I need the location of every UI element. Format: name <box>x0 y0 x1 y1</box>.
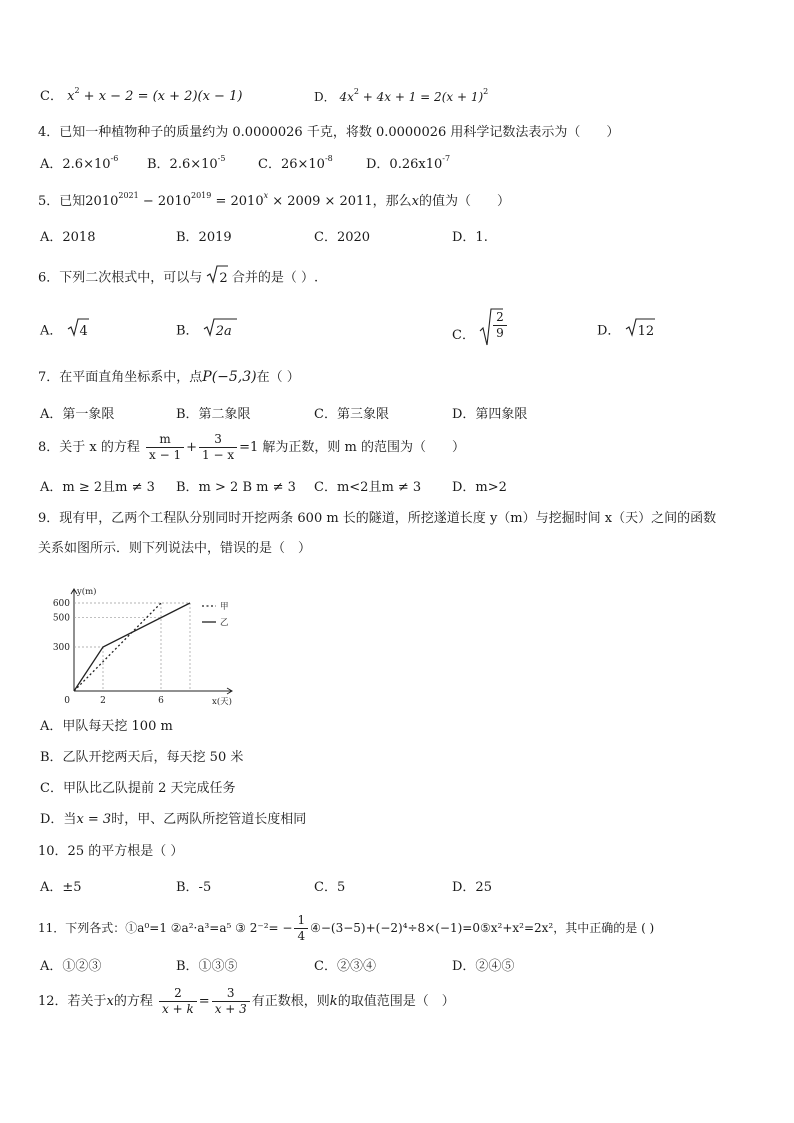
q7-option-b: B．第二象限 <box>176 407 251 422</box>
q6-option-a: A． 4 <box>40 317 88 345</box>
q9-option-b: B．乙队开挖两天后，每天挖 50 米 <box>40 750 244 765</box>
q8-option-b: B．m > 2 B m ≠ 3 <box>176 480 296 495</box>
q11-option-d: D．②④⑤ <box>452 959 515 974</box>
x-tick-label-6: 6 <box>158 696 164 706</box>
q3-option-c: C． $x^2 + x - 2 = (x + 2)(x - 1)$ <box>40 86 243 104</box>
q5-option-b: B．2019 <box>176 230 232 245</box>
q5-option-c: C．2020 <box>314 230 371 245</box>
q7-option-c: C．第三象限 <box>314 407 389 422</box>
q11-option-c: C．②③④ <box>314 959 376 974</box>
q7-option-a: A．第一象限 <box>40 407 115 422</box>
y-tick-label-600: 600 <box>52 599 70 609</box>
q8-option-d: D．m>2 <box>452 480 507 495</box>
legend-label-甲: 甲 <box>220 602 229 612</box>
y-tick-label-500: 500 <box>52 613 70 624</box>
q11-stem: 11．下列各式：①a⁰=1 ②a²·a³=a⁵ ③ 2⁻²= − $\frac{1}{4}$ ④−(3−5)+(−2)⁴÷8×(−1)=0⑤x²+x²=2x²，其中正确的是 ( ) <box>38 913 655 943</box>
q10-option-b: B．-5 <box>176 880 212 895</box>
q6-option-b: B． 2a <box>176 317 232 345</box>
y-tick-label-300: 300 <box>52 643 70 653</box>
x-tick-label-0: 0 <box>64 696 70 706</box>
q4-option-d: D．$0.26x10^{-7}$ <box>366 154 451 172</box>
q5-stem: 5．已知$2010^{2021} - 2010^{2019} = 2010^x \times 2009 \times 2011$，那么x的值为（ ） <box>38 191 510 209</box>
q6-option-d: D． 12 <box>597 317 654 345</box>
q8-option-a: A．m ≥ 2且m ≠ 3 <box>40 480 155 495</box>
q9-stem-line1: 9．现有甲，乙两个工程队分别同时开挖两条 600 m 长的隧道，所挖遂道长度 y（m）与挖掘时间 x（天）之间的函数 <box>38 511 717 526</box>
q10-option-a: A．±5 <box>40 880 82 895</box>
q9-option-d: D．当x = 3时，甲、乙两队所挖管道长度相同 <box>40 812 307 827</box>
q9-option-a: A．甲队每天挖 100 m <box>40 719 173 734</box>
q4-stem: 4．已知一种植物种子的质量约为 0.0000026 千克，将数 0.0000026 用科学记数法表示为（ ） <box>38 125 620 140</box>
q9-option-c: C．甲队比乙队提前 2 天完成任务 <box>40 781 236 796</box>
q12-stem: 12．若关于x的方程 $\frac{2}{x + k}$ = $\frac{3}{x + 3}$ 有正数根，则k的取值范围是（ ） <box>38 986 455 1016</box>
q11-option-a: A．①②③ <box>40 959 102 974</box>
q11-option-b: B．①③⑤ <box>176 959 238 974</box>
q10-stem: 10．25 的平方根是（ ） <box>38 844 184 859</box>
q6-stem: 6．下列二次根式中，可以与 2 合并的是（ ）. <box>38 264 318 292</box>
y-axis-label: y(m) <box>77 587 97 597</box>
q8-stem: 8．关于 x 的方程 $\frac{m}{x - 1}$ + $\frac{3}{1 - x}$ =1 解为正数，则 m 的范围为（ ） <box>38 432 465 462</box>
q5-option-d: D．1. <box>452 230 488 245</box>
q5-option-a: A．2018 <box>40 230 96 245</box>
q4-option-c: C．$26\times 10^{-8}$ <box>258 154 333 172</box>
legend-label-乙: 乙 <box>220 618 229 628</box>
x-axis-label: x(天) <box>212 697 232 707</box>
q3-option-d: D． $4x^2 + 4x + 1 = 2(x + 1)^2$ <box>314 87 489 104</box>
q9-stem-line2: 关系如图所示．则下列说法中，错误的是（ ） <box>38 541 312 556</box>
q7-stem: 7．在平面直角坐标系中，点P(−5,3)在（ ） <box>38 369 300 385</box>
q8-option-c: C．m<2且m ≠ 3 <box>314 480 422 495</box>
q4-option-a: A．$2.6\times 10^{-6}$ <box>40 154 119 172</box>
q9-line-chart <box>44 580 244 707</box>
q10-option-d: D．25 <box>452 880 492 895</box>
x-tick-label-2: 2 <box>100 696 106 706</box>
q7-option-d: D．第四象限 <box>452 407 528 422</box>
q10-option-c: C．5 <box>314 880 346 895</box>
q4-option-b: B．$2.6\times 10^{-5}$ <box>147 154 226 172</box>
q6-option-c: C． $\frac{2}{9}$ <box>452 307 503 364</box>
